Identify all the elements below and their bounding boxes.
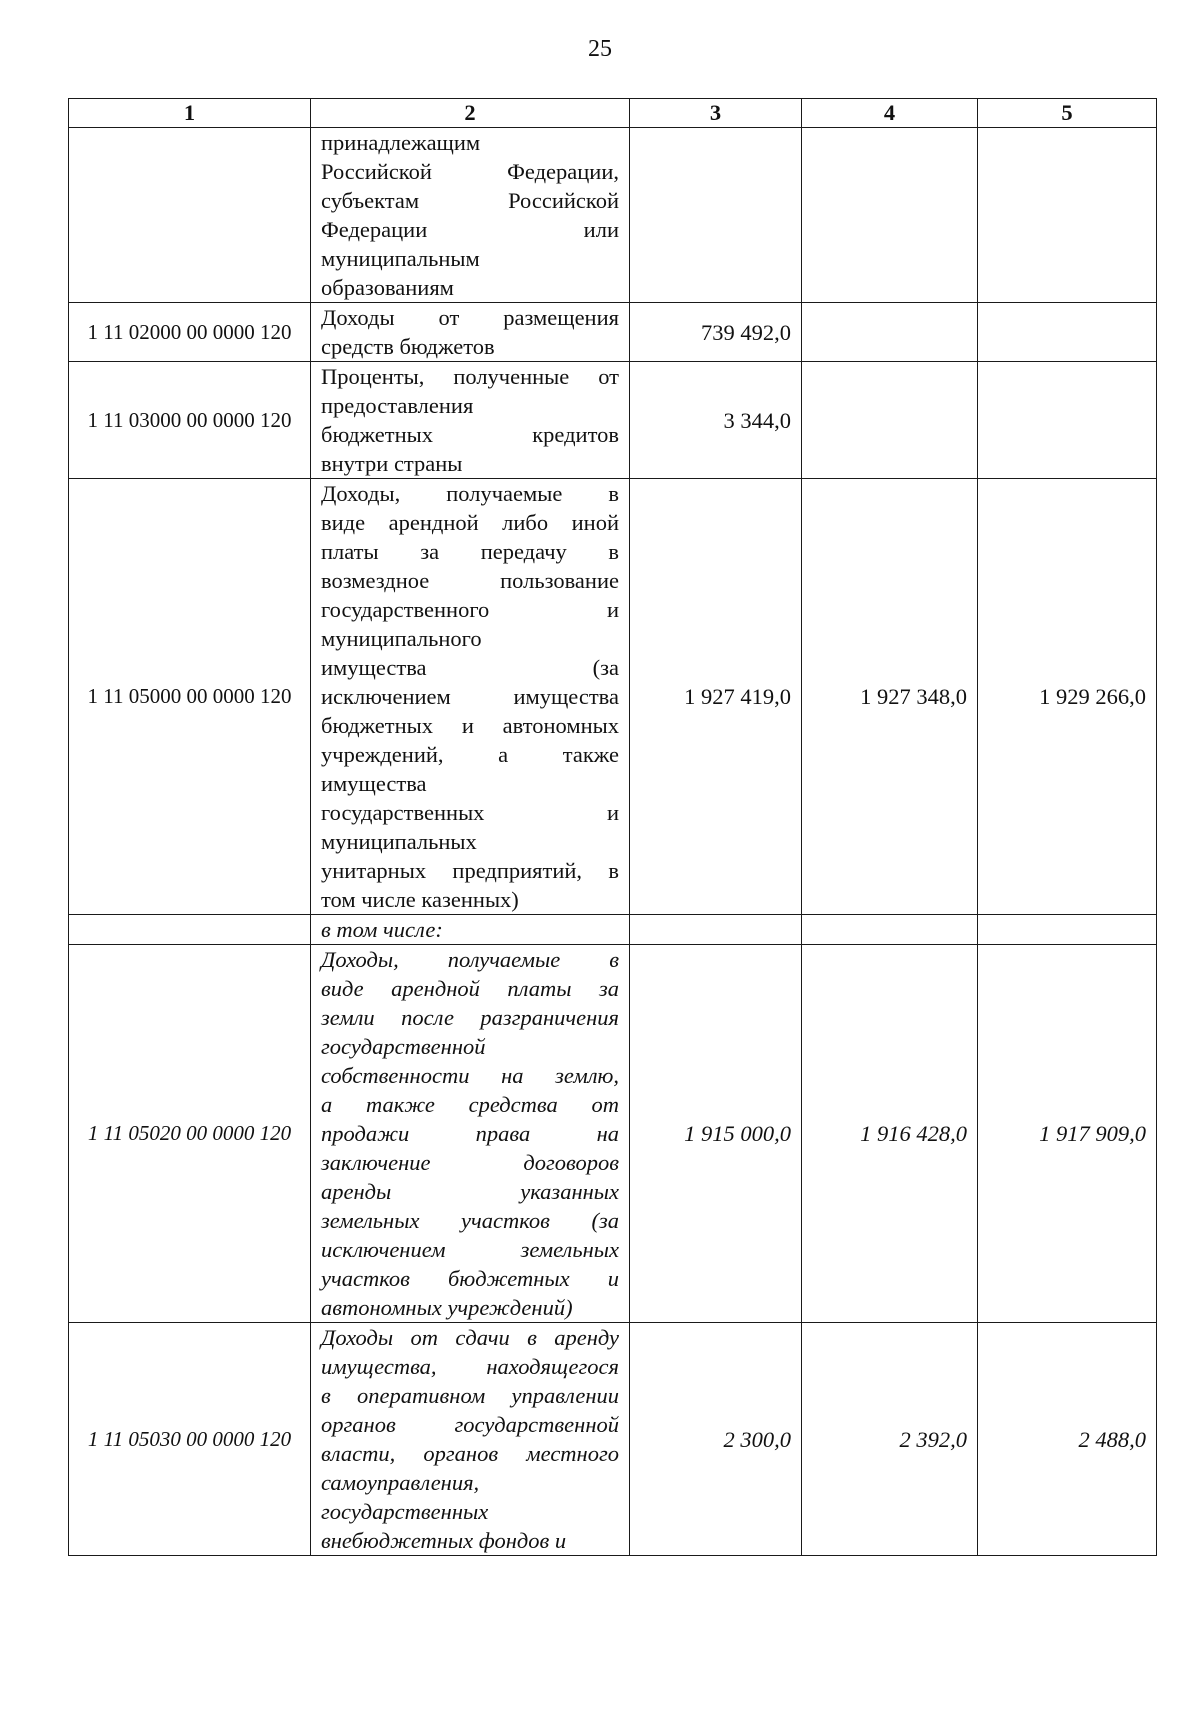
table-body	[69, 128, 1157, 1556]
description-line: учреждений, а также	[321, 742, 619, 767]
revenue-code-cell: 1 11 05000 00 0000 120	[69, 479, 311, 915]
revenue-description-cell	[311, 128, 630, 303]
description-line: Федерации или	[321, 217, 619, 242]
revenue-code-cell: 1 11 05030 00 0000 120	[69, 1323, 311, 1556]
column-header-2: 2	[311, 99, 630, 128]
amount-cell-col-4	[802, 362, 978, 479]
revenue-code-cell	[69, 915, 311, 945]
revenue-code-cell: 1 11 03000 00 0000 120	[69, 362, 311, 479]
description-line: аренды указанных	[321, 1179, 619, 1204]
amount-cell-col-4	[802, 915, 978, 945]
description-line: унитарных предприятий, в	[321, 858, 619, 883]
revenue-description-cell	[311, 303, 630, 362]
description-line: государственных	[321, 1499, 489, 1524]
description-line: Проценты, полученные от	[321, 364, 619, 389]
description-line: земли после разграничения	[321, 1005, 619, 1030]
amount-cell-col-5: 2 488,0	[978, 1323, 1157, 1556]
amount-cell-col-4	[802, 303, 978, 362]
amount-cell-col-4: 1 916 428,0	[802, 945, 978, 1323]
amount-cell-col-5	[978, 915, 1157, 945]
description-line: муниципальных	[321, 829, 477, 854]
description-line: заключение договоров	[321, 1150, 619, 1175]
revenue-table	[68, 98, 1157, 1556]
description-line: исключением земельных	[321, 1237, 619, 1262]
description-line: средств бюджетов	[321, 334, 495, 359]
description-line: органов государственной	[321, 1412, 619, 1437]
amount-cell-col-3: 1 927 419,0	[630, 479, 802, 915]
revenue-description-cell	[311, 362, 630, 479]
amount-cell-col-3: 739 492,0	[630, 303, 802, 362]
description-line: Доходы, получаемые в	[321, 481, 619, 506]
description-line: государственного и	[321, 597, 619, 622]
amount-cell-col-5	[978, 362, 1157, 479]
table-row	[69, 945, 1157, 1323]
description-line: виде арендной платы за	[321, 976, 619, 1001]
amount-cell-col-5	[978, 303, 1157, 362]
revenue-description-cell	[311, 915, 630, 945]
amount-cell-col-5: 1 929 266,0	[978, 479, 1157, 915]
column-header-4: 4	[802, 99, 978, 128]
amount-cell-col-4: 2 392,0	[802, 1323, 978, 1556]
description-line: в том числе:	[321, 917, 443, 942]
revenue-code-cell	[69, 128, 311, 303]
description-line: автономных учреждений)	[321, 1295, 573, 1320]
amount-cell-col-3	[630, 915, 802, 945]
description-line: виде арендной либо иной	[321, 510, 619, 535]
description-line: Доходы, получаемые в	[321, 947, 619, 972]
amount-cell-col-3: 3 344,0	[630, 362, 802, 479]
description-line: самоуправления,	[321, 1470, 480, 1495]
description-line: продажи права на	[321, 1121, 619, 1146]
description-line: земельных участков (за	[321, 1208, 619, 1233]
amount-cell-col-3: 1 915 000,0	[630, 945, 802, 1323]
description-line: участков бюджетных и	[321, 1266, 619, 1291]
table-row	[69, 362, 1157, 479]
description-line: а также средства от	[321, 1092, 619, 1117]
column-header-5: 5	[978, 99, 1157, 128]
description-line: Доходы от сдачи в аренду	[321, 1325, 619, 1350]
description-line: том числе казенных)	[321, 887, 519, 912]
revenue-code-cell: 1 11 05020 00 0000 120	[69, 945, 311, 1323]
description-line: власти, органов местного	[321, 1441, 619, 1466]
description-line: субъектам Российской	[321, 188, 619, 213]
description-line: государственных и	[321, 800, 619, 825]
amount-cell-col-4: 1 927 348,0	[802, 479, 978, 915]
description-line: предоставления	[321, 393, 474, 418]
description-line: Доходы от размещения	[321, 305, 619, 330]
description-line: Российской Федерации,	[321, 159, 619, 184]
description-line: собственности на землю,	[321, 1063, 619, 1088]
column-header-3: 3	[630, 99, 802, 128]
table-row	[69, 479, 1157, 915]
column-header-1: 1	[69, 99, 311, 128]
revenue-code-cell: 1 11 02000 00 0000 120	[69, 303, 311, 362]
table-row	[69, 128, 1157, 303]
description-line: бюджетных и автономных	[321, 713, 619, 738]
description-line: внутри страны	[321, 451, 463, 476]
amount-cell-col-3: 2 300,0	[630, 1323, 802, 1556]
revenue-description-cell	[311, 945, 630, 1323]
description-line: платы за передачу в	[321, 539, 619, 564]
table-header-row	[69, 99, 1157, 128]
description-line: имущества	[321, 771, 427, 796]
table-row	[69, 303, 1157, 362]
amount-cell-col-3	[630, 128, 802, 303]
description-line: в оперативном управлении	[321, 1383, 619, 1408]
description-line: внебюджетных фондов и	[321, 1528, 567, 1553]
description-line: государственной	[321, 1034, 486, 1059]
page-number: 25	[588, 36, 612, 62]
description-line: исключением имущества	[321, 684, 619, 709]
description-line: бюджетных кредитов	[321, 422, 619, 447]
description-line: возмездное пользование	[321, 568, 619, 593]
revenue-description-cell	[311, 1323, 630, 1556]
description-line: образованиям	[321, 275, 454, 300]
table-row	[69, 1323, 1157, 1556]
revenue-description-cell	[311, 479, 630, 915]
amount-cell-col-4	[802, 128, 978, 303]
description-line: муниципальным	[321, 246, 480, 271]
description-line: принадлежащим	[321, 130, 481, 155]
description-line: имущества (за	[321, 655, 619, 680]
description-line: имущества, находящегося	[321, 1354, 619, 1379]
amount-cell-col-5	[978, 128, 1157, 303]
description-line: муниципального	[321, 626, 482, 651]
table-row	[69, 915, 1157, 945]
amount-cell-col-5: 1 917 909,0	[978, 945, 1157, 1323]
